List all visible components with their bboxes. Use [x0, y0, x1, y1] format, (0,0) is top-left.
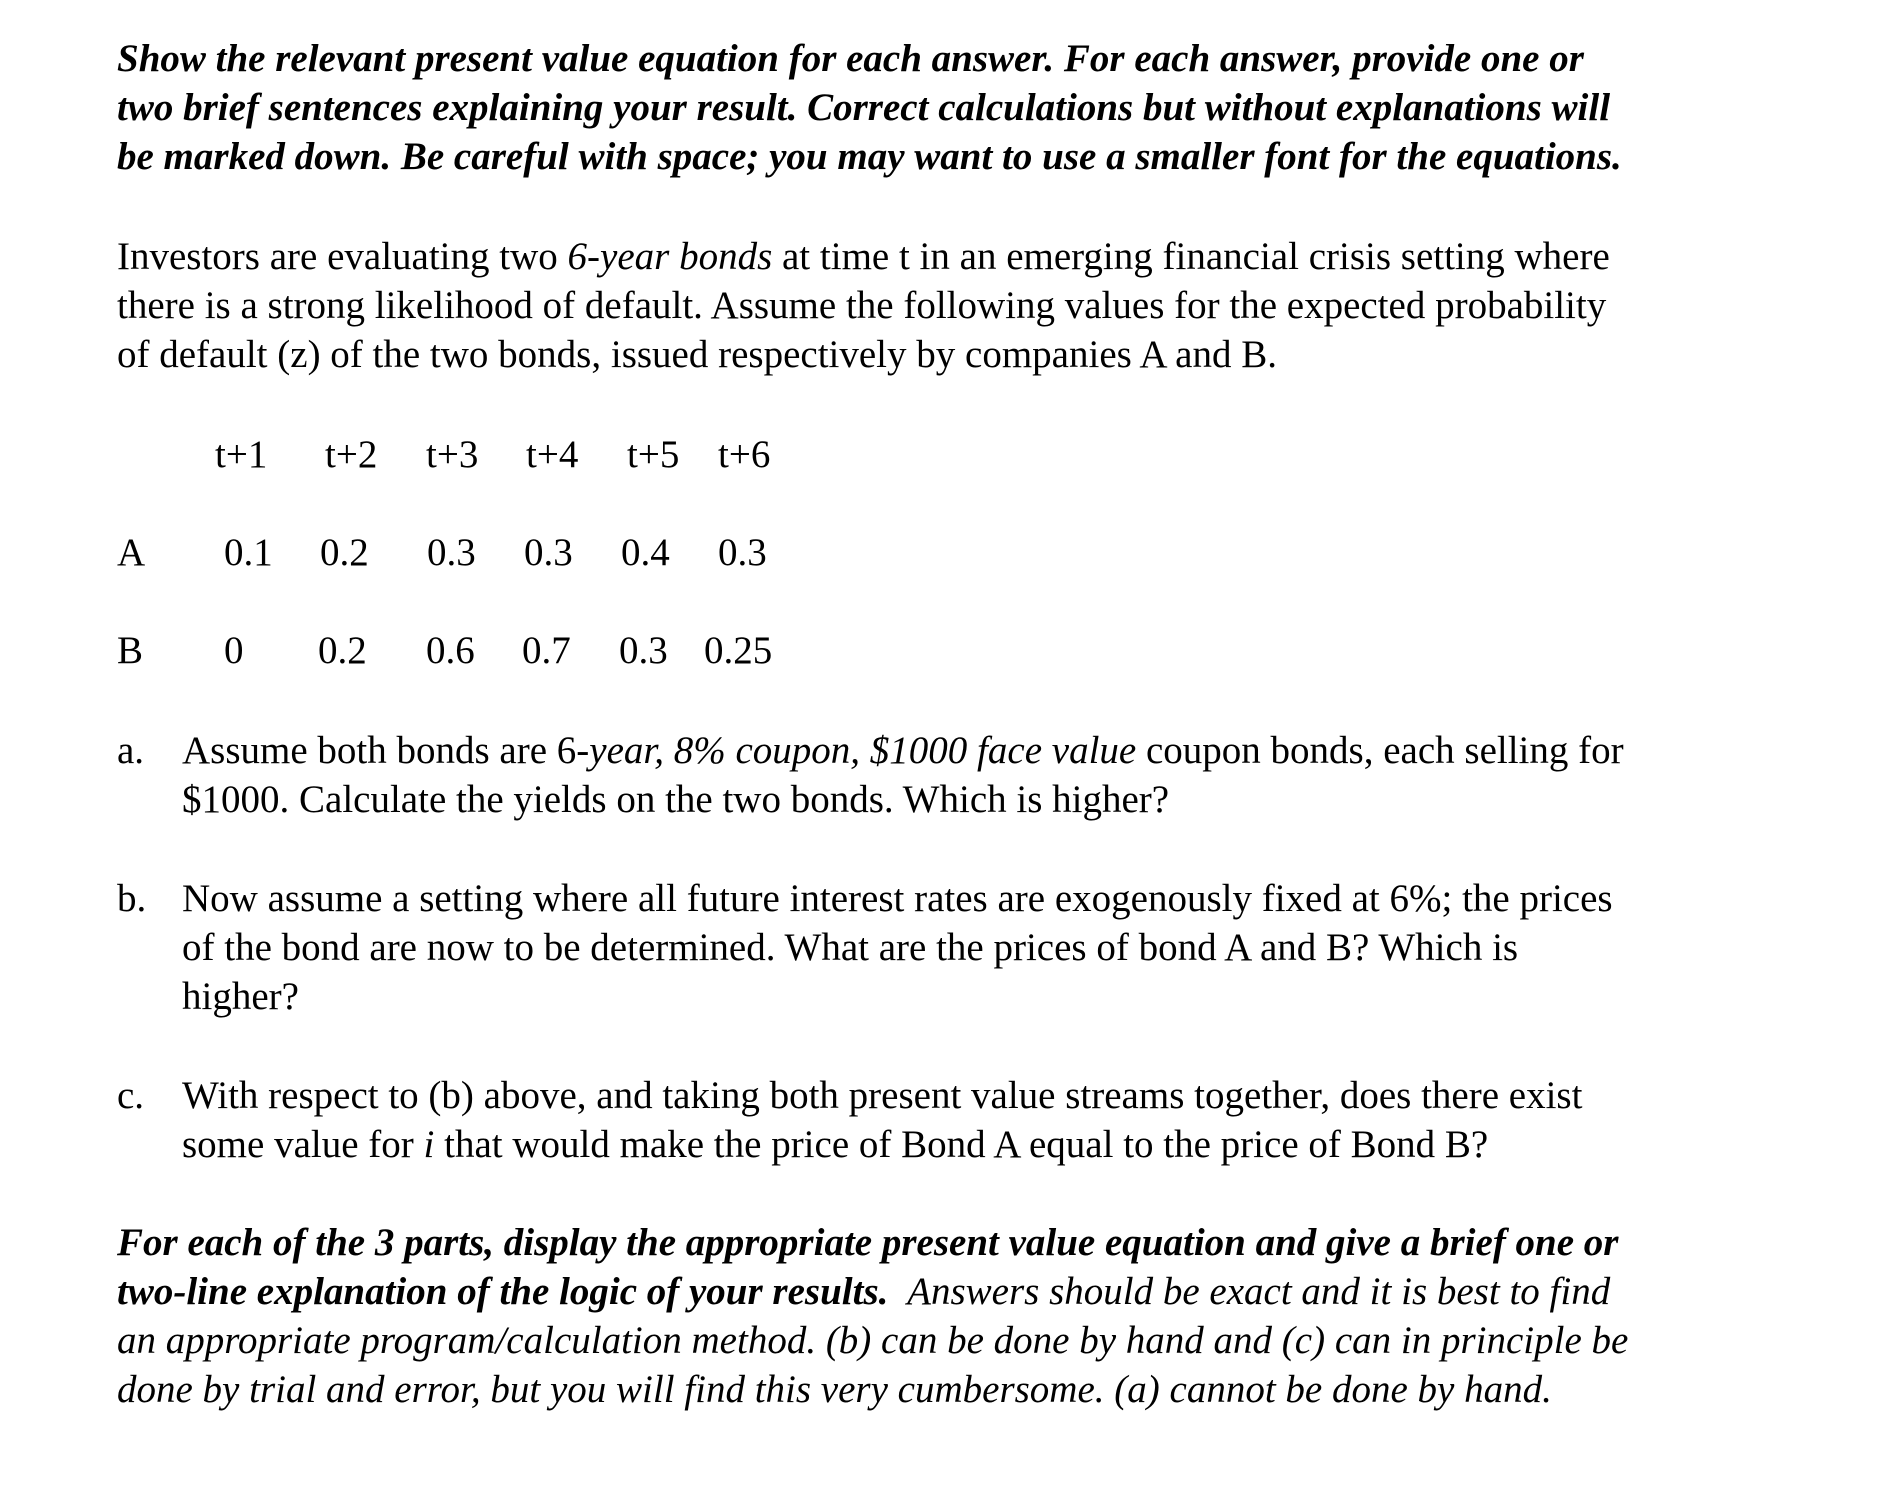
- intro-line-1: [117, 232, 1817, 281]
- table-header-t2: t+2: [325, 433, 378, 476]
- table-row-a-value-5: 0.4: [621, 531, 670, 574]
- question-c-line-2-start: some value for: [182, 1123, 424, 1166]
- table-row-b-label: B: [117, 629, 144, 672]
- table-row-a-value-1: 0.1: [224, 531, 273, 574]
- question-c-line-2-end: that would make the price of Bond A equal to the price of Bond B?: [434, 1123, 1489, 1166]
- instructions-line-3: be marked down. Be careful with space; you may want to use a smaller font for the equations.: [117, 135, 1622, 178]
- table-row-a-label: A: [117, 531, 146, 574]
- table-row-b-value-3: 0.6: [426, 629, 475, 672]
- intro-paragraph: [117, 232, 1817, 379]
- question-a-line-1: [182, 726, 1822, 775]
- closing-line-2-italic: Answers should be exact and it is best to find: [888, 1270, 1611, 1313]
- question-a-line-1-start: Assume both bonds are 6-: [182, 729, 590, 772]
- closing-line-1: For each of the 3 parts, display the appropriate present value equation and give a brief one or: [117, 1221, 1619, 1264]
- question-c-text: [182, 1071, 1822, 1169]
- table-header-t5: t+5: [627, 433, 680, 476]
- closing-line-3: an appropriate program/calculation method. (b) can be done by hand and (c) can in principle be: [117, 1319, 1629, 1362]
- question-c-line-2: [182, 1120, 1822, 1169]
- question-b-label: b.: [117, 877, 147, 920]
- question-b-line-3: higher?: [182, 975, 299, 1018]
- intro-line-2: there is a strong likelihood of default. Assume the following values for the expected probability: [117, 284, 1607, 327]
- table-row-b-value-4: 0.7: [522, 629, 571, 672]
- table-row-b-value-5: 0.3: [619, 629, 668, 672]
- table-header-t4: t+4: [526, 433, 579, 476]
- closing-paragraph: [117, 1218, 1817, 1414]
- instructions-line-1: Show the relevant present value equation for each answer. For each answer, provide one or: [117, 37, 1584, 80]
- instructions-paragraph: [117, 34, 1817, 181]
- closing-line-4: done by trial and error, but you will find this very cumbersome. (a) cannot be done by hand.: [117, 1368, 1552, 1411]
- question-a-bond-terms: year, 8% coupon, $1000 face value: [589, 729, 1137, 772]
- intro-six-year-bonds: 6-year bonds: [567, 235, 773, 278]
- instructions-line-2: two brief sentences explaining your result. Correct calculations but without explanations will: [117, 86, 1611, 129]
- intro-line-1-start: Investors are evaluating two: [117, 235, 568, 278]
- question-b-line-2: of the bond are now to be determined. What are the prices of bond A and B? Which is: [182, 926, 1519, 969]
- question-c-line-1: With respect to (b) above, and taking both present value streams together, does there exist: [182, 1074, 1583, 1117]
- table-row-b-value-6: 0.25: [704, 629, 773, 672]
- table-header-t3: t+3: [426, 433, 479, 476]
- question-c-variable-i: i: [423, 1123, 435, 1166]
- table-header-t6: t+6: [718, 433, 771, 476]
- closing-line-2: [117, 1267, 1817, 1316]
- question-c-label: c.: [117, 1074, 145, 1117]
- question-a-line-2: $1000. Calculate the yields on the two bonds. Which is higher?: [182, 778, 1170, 821]
- closing-line-2-bold: two-line explanation of the logic of your results.: [117, 1270, 889, 1313]
- intro-line-1-end: at time t in an emerging financial crisis setting where: [772, 235, 1610, 278]
- question-a-line-1-end: coupon bonds, each selling for: [1136, 729, 1624, 772]
- question-b-line-1: Now assume a setting where all future interest rates are exogenously fixed at 6%; the prices: [182, 877, 1613, 920]
- table-header-t1: t+1: [215, 433, 268, 476]
- question-b-text: [182, 874, 1822, 1021]
- intro-line-3: of default (z) of the two bonds, issued respectively by companies A and B.: [117, 333, 1277, 376]
- question-a-label: a.: [117, 729, 145, 772]
- table-row-a-value-3: 0.3: [427, 531, 476, 574]
- table-row-b-value-1: 0: [224, 629, 244, 672]
- table-row-a-value-4: 0.3: [524, 531, 573, 574]
- table-row-a-value-2: 0.2: [320, 531, 369, 574]
- table-row-b-value-2: 0.2: [318, 629, 367, 672]
- table-row-a-value-6: 0.3: [718, 531, 767, 574]
- question-a-text: [182, 726, 1822, 824]
